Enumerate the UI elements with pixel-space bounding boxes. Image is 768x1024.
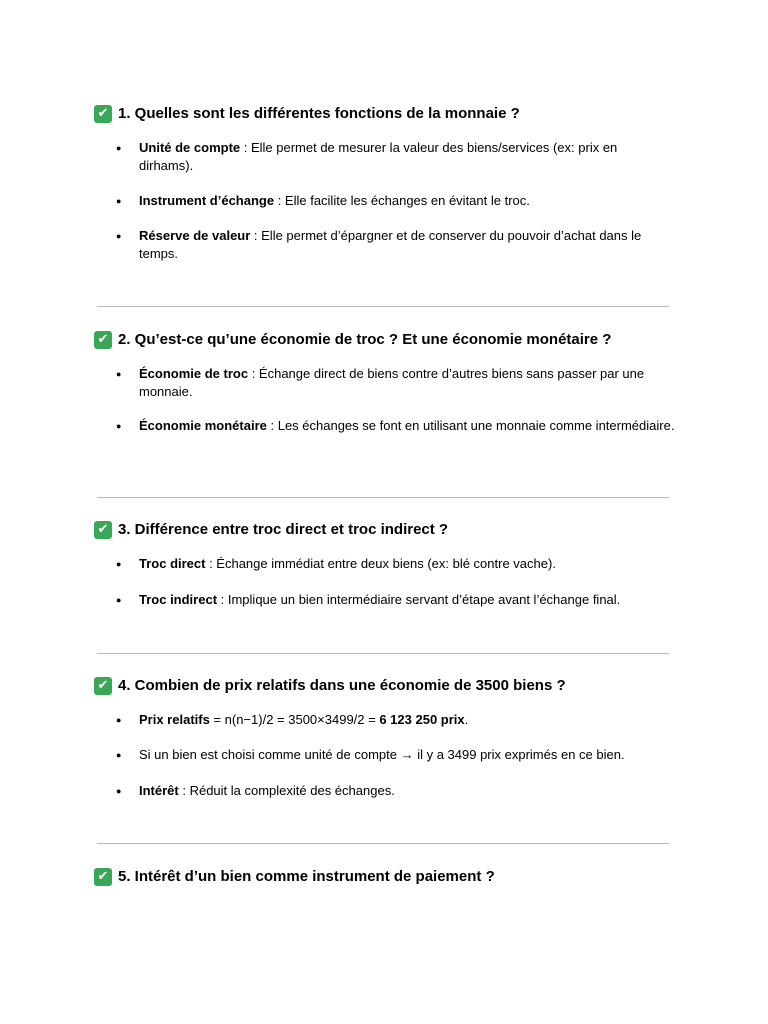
list-item-text: [139, 711, 675, 729]
bullet-dot-icon: ●: [116, 369, 122, 379]
list-item-term: Unité de compte: [139, 140, 241, 155]
section-heading-3: [94, 520, 448, 540]
section-heading-1: [94, 104, 520, 124]
list-item-term: Intérêt: [139, 783, 179, 798]
bullet-dot-icon: ●: [116, 595, 122, 605]
list-item-result: 6 123 250 prix: [379, 712, 465, 727]
section-divider: [97, 653, 669, 654]
check-mark-button-icon: ✔: [94, 868, 112, 886]
list-item-description: : Les échanges se font en utilisant une monnaie comme intermédiaire.: [266, 418, 675, 433]
list-item-description: : Échange immédiat entre deux biens (ex: blé contre vache).: [205, 556, 556, 571]
list-item-term: Prix relatifs: [139, 712, 210, 727]
list-item-description: : Réduit la complexité des échanges.: [178, 783, 395, 798]
bullet-dot-icon: ●: [116, 559, 122, 569]
list-item-description: : Implique un bien intermédiaire servant d’étape avant l’échange final.: [217, 592, 621, 607]
check-mark-button-icon: ✔: [94, 677, 112, 695]
list-item-tail: .: [464, 712, 469, 727]
section-divider: [97, 306, 669, 307]
section-divider: [97, 497, 669, 498]
check-mark-button-icon: ✔: [94, 105, 112, 123]
section-divider: [97, 843, 669, 844]
list-item-text: [139, 365, 675, 401]
section-heading-text: 3. Différence entre troc direct et troc indirect ?: [118, 521, 449, 538]
section-heading-text: 1. Quelles sont les différentes fonctions de la monnaie ?: [118, 105, 520, 122]
list-item-description: : Elle facilite les échanges en évitant le troc.: [274, 193, 530, 208]
list-item-text: [139, 139, 675, 175]
section-heading-4: [94, 676, 566, 696]
list-item-text: [139, 591, 675, 609]
list-item-text: [139, 746, 675, 764]
check-mark-button-icon: ✔: [94, 521, 112, 539]
list-item-description: Si un bien est choisi comme unité de compte → il y a 3499 prix exprimés en ce bien.: [139, 747, 625, 762]
list-item-text: [139, 555, 675, 573]
bullet-dot-icon: ●: [116, 715, 122, 725]
list-item-term: Économie monétaire: [139, 418, 267, 433]
section-heading-text: 4. Combien de prix relatifs dans une économie de 3500 biens ?: [118, 677, 566, 694]
list-item-term: Troc direct: [139, 556, 206, 571]
bullet-dot-icon: ●: [116, 231, 122, 241]
bullet-dot-icon: ●: [116, 143, 122, 153]
list-item-description: : Elle permet d’épargner et de conserver du pouvoir d’achat dans le temps.: [139, 228, 642, 261]
list-item-description: = n(n−1)/2 = 3500×3499/2 =: [209, 712, 380, 727]
section-heading-text: 5. Intérêt d’un bien comme instrument de paiement ?: [118, 868, 495, 885]
list-item-term: Troc indirect: [139, 592, 218, 607]
section-heading-text: 2. Qu’est-ce qu’une économie de troc ? Et une économie monétaire ?: [118, 331, 612, 348]
list-item-term: Instrument d’échange: [139, 193, 275, 208]
list-item-description: : Échange direct de biens contre d’autres biens sans passer par une monnaie.: [139, 366, 645, 399]
list-item-text: [139, 782, 675, 800]
list-item-description: : Elle permet de mesurer la valeur des biens/services (ex: prix en dirhams).: [139, 140, 618, 173]
check-mark-button-icon: ✔: [94, 331, 112, 349]
bullet-dot-icon: ●: [116, 196, 122, 206]
bullet-dot-icon: ●: [116, 786, 122, 796]
section-heading-2: [94, 330, 611, 350]
section-heading-5: [94, 867, 495, 887]
bullet-dot-icon: ●: [116, 421, 122, 431]
list-item-text: [139, 227, 675, 263]
bullet-dot-icon: ●: [116, 750, 122, 760]
list-item-text: [139, 192, 675, 210]
list-item-term: Économie de troc: [139, 366, 249, 381]
list-item-text: [139, 417, 675, 435]
list-item-term: Réserve de valeur: [139, 228, 251, 243]
